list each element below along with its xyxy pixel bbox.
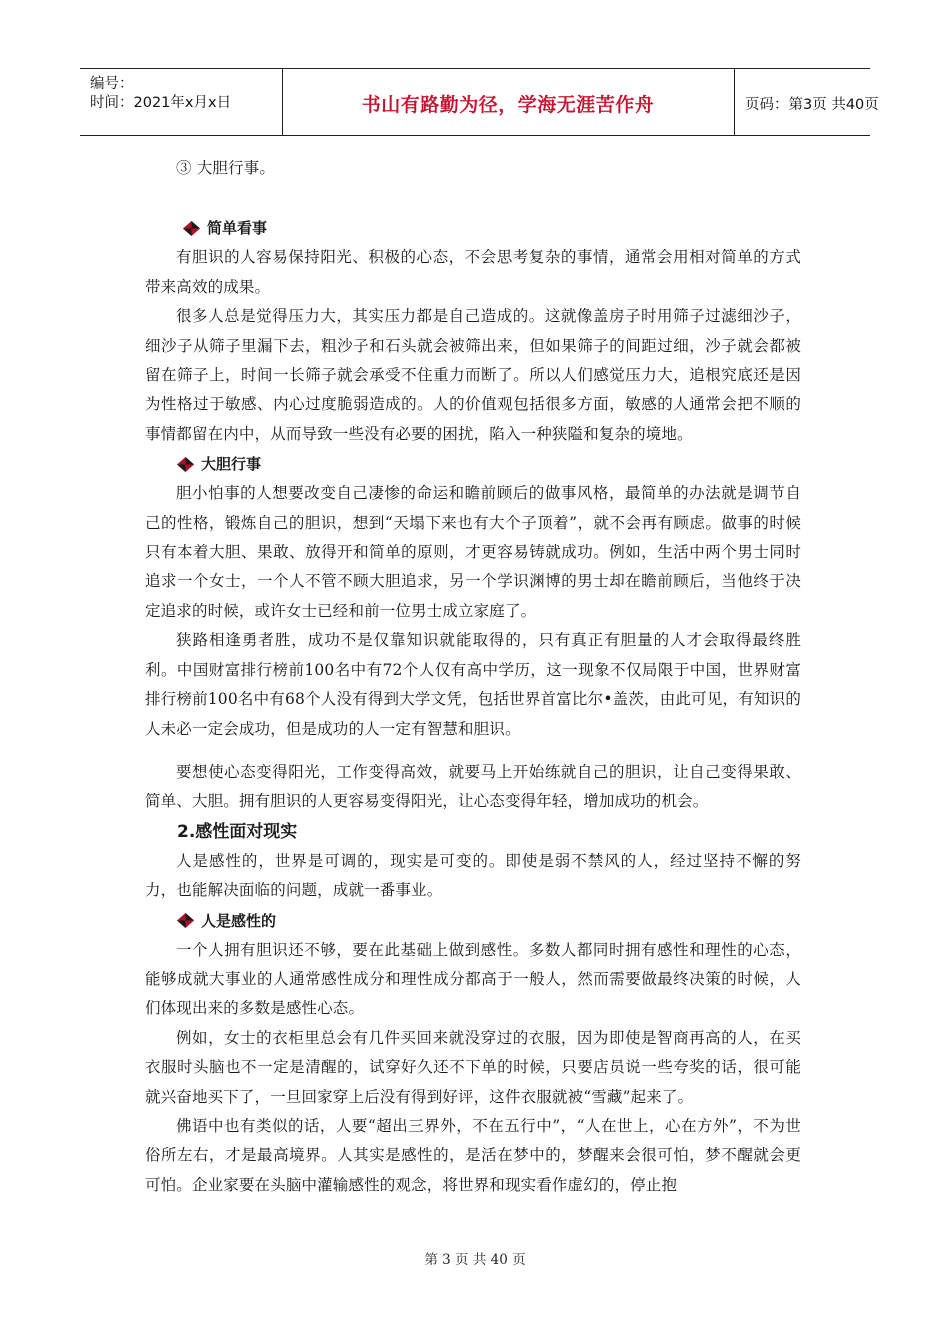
header-page-cell bbox=[734, 69, 879, 135]
section-title: 2.感性面对现实 bbox=[177, 821, 298, 842]
paragraph: 很多人总是觉得压力大，其实压力都是自己造成的。这就像盖房子时用筛子过滤细沙子，细沙子从筛子里漏下去，粗沙子和石头就会被筛出来，但如果筛子的间距过细，沙子就会都被留在筛子上，时间一长筛子就会承受不住重力而断了。所以人们感觉压力大，追根究底还是因为性格过于敏感、内心过度脆弱造成的。人的价值观包括很多方面，敏感的人通常会把不顺的事情都留在内中，从而导致一些没有必要的困扰，陷入一种狭隘和复杂的境地。 bbox=[145, 307, 801, 443]
subheading-simple-text: 简单看事 bbox=[207, 219, 268, 238]
subheading-simple bbox=[183, 213, 801, 243]
header-meta-cell bbox=[80, 69, 283, 135]
diamond-bullet-icon bbox=[177, 457, 194, 472]
paragraph: 一个人拥有胆识还不够，要在此基础上做到感性。多数人都同时拥有感性和理性的心态，能够成就大事业的人通常感性成分和理性成分都高于一般人，然而需要做最终决策的时候，人们体现出来的多数是感性心态。 bbox=[145, 940, 801, 1018]
subheading-emotional-text: 人是感性的 bbox=[201, 911, 277, 930]
list-item-3: ③ 大胆行事。 bbox=[176, 159, 275, 177]
paragraph: 佛语中也有类似的话，人要“超出三界外，不在五行中”，“人在世上，心在方外”，不为世俗所左右，才是最高境界。人其实是感性的，是活在梦中的，梦醒来会很可怕，梦不醒就会更可怕。企业家要在头脑中灌输感性的观念，将世界和现实看作虚幻的，停止抱 bbox=[145, 1116, 801, 1194]
header-motto-cell bbox=[282, 69, 735, 135]
subheading-emotional bbox=[177, 906, 801, 936]
diamond-bullet-icon bbox=[177, 913, 194, 928]
document-number-label: 编号： bbox=[90, 76, 134, 92]
subheading-bold bbox=[177, 449, 801, 479]
header-page-number: 页码：第3页 共40页 bbox=[745, 97, 879, 113]
paragraph: 胆小怕事的人想要改变自己凄惨的命运和瞻前顾后的做事风格，最简单的办法就是调节自己的性格，锻炼自己的胆识，想到“天塌下来也有大个子顶着”，就不会再有顾虑。做事的时候只有本着大胆、果敢、放得开和简单的原则，才更容易铸就成功。例如，生活中两个男士同时追求一个女士，一个人不管不顾大胆追求，另一个学识渊博的男士却在瞻前顾后，当他终于决定追求的时候，或许女士已经和前一位男士成立家庭了。 bbox=[145, 484, 801, 620]
paragraph: 有胆识的人容易保持阳光、积极的心态，不会思考复杂的事情，通常会用相对简单的方式带来高效的成果。 bbox=[145, 248, 801, 296]
diamond-bullet-icon bbox=[183, 221, 200, 236]
paragraph: 狭路相逢勇者胜，成功不是仅靠知识就能取得的，只有真正有胆量的人才会取得最终胜利。中国财富排行榜前100名中有72个人仅有高中学历，这一现象不仅局限于中国，世界财富排行榜前100名中有68个人没有得到大学文凭，包括世界首富比尔•盖茨，由此可见，有知识的人未必一定会成功，但是成功的人一定有智慧和胆识。 bbox=[145, 631, 801, 738]
paragraph: 例如，女士的衣柜里总会有几件买回来就没穿过的衣服，因为即使是智商再高的人，在买衣服时头脑也不一定是清醒的，试穿好久还不下单的时候，只要店员说一些夸奖的话，很可能就兴奋地买下了，一旦回家穿上后没有得到好评，这件衣服就被“雪藏”起来了。 bbox=[145, 1028, 801, 1106]
paragraph: 人是感性的，世界是可调的，现实是可变的。即使是弱不禁风的人，经过坚持不懈的努力，也能解决面临的问题，成就一番事业。 bbox=[145, 851, 801, 900]
subheading-bold-text: 大胆行事 bbox=[201, 455, 262, 474]
document-time-label: 时间：2021年x月x日 bbox=[90, 95, 232, 111]
document-body bbox=[145, 148, 801, 1200]
page-footer: 第 3 页 共 40 页 bbox=[424, 1252, 526, 1268]
header-motto: 书山有路勤为径，学海无涯苦作舟 bbox=[361, 94, 655, 116]
paragraph: 要想使心态变得阳光，工作变得高效，就要马上开始练就自己的胆识，让自己变得果敢、简单、大胆。拥有胆识的人更容易变得阳光，让心态变得年轻，增加成功的机会。 bbox=[145, 762, 801, 811]
page-header bbox=[80, 68, 879, 136]
